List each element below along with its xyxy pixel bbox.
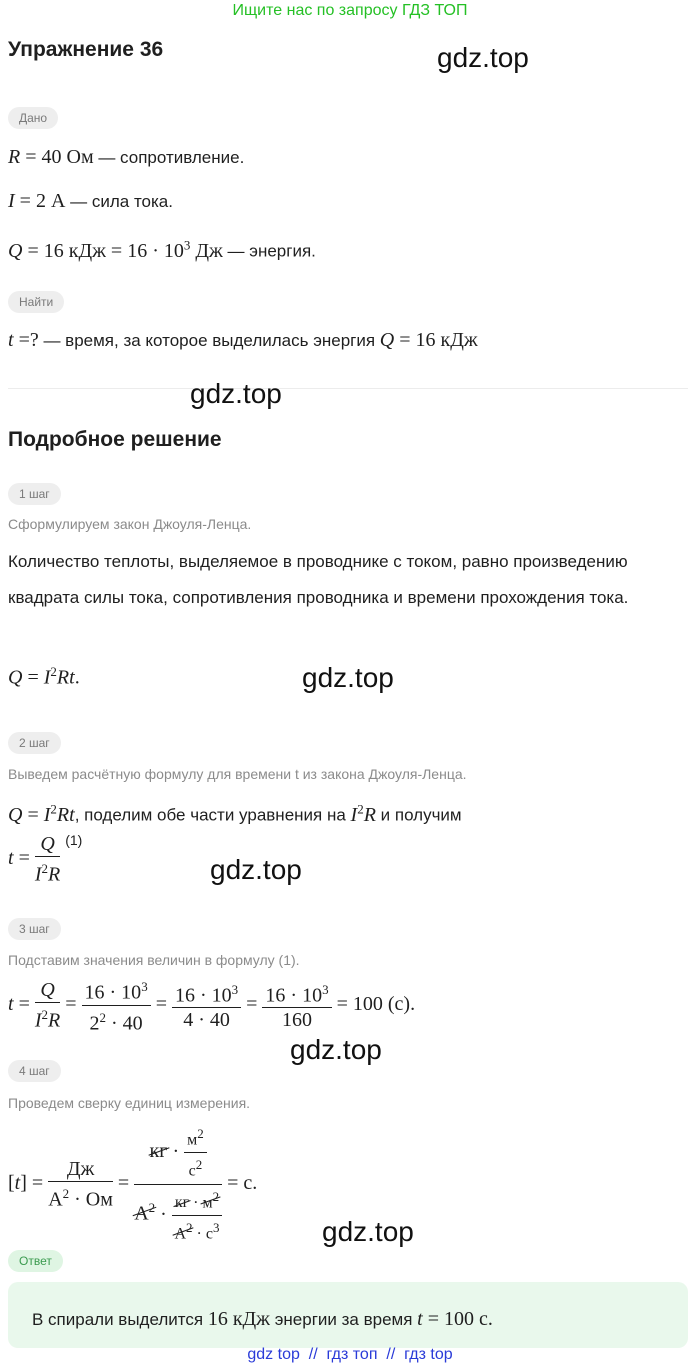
step-3-hint: Подставим значения величин в формулу (1). (8, 952, 300, 968)
find-formula: t =? (8, 329, 39, 351)
step-1-badge: 1 шаг (8, 483, 61, 505)
given-current (8, 189, 173, 214)
answer-text-mid: энергии за время (270, 1310, 418, 1329)
answer-badge: Ответ (8, 1250, 63, 1272)
step-3-badge: 3 шаг (8, 918, 61, 940)
section-divider (8, 388, 688, 389)
step-4-badge: 4 шаг (8, 1060, 61, 1082)
step-4-hint: Проведем сверку единиц измерения. (8, 1095, 251, 1111)
answer-time: t = 100 с. (417, 1308, 493, 1330)
watermark: gdz.top (210, 854, 302, 885)
answer-energy: 16 кДж (207, 1308, 270, 1330)
find-badge: Найти (8, 291, 64, 313)
watermark: gdz.top (437, 42, 529, 73)
resistance-desc: — сопротивление. (93, 148, 245, 167)
step-4-result: = с. (227, 1171, 258, 1194)
find-energy-formula: Q = 16 кДж (379, 329, 478, 351)
step-1-hint: Сформулируем закон Джоуля-Ленца. (8, 516, 252, 532)
step-1-text: Количество теплоты, выделяемое в проводнике с током, равно произведению квадрата силы тока, сопротивления проводника и времени прохождения тока. (8, 552, 629, 607)
watermark: gdz.top (190, 378, 282, 409)
given-resistance (8, 145, 244, 170)
step-2-badge: 2 шаг (8, 732, 61, 754)
watermark: gdz.top (290, 1034, 382, 1065)
answer-text-start: В спирали выделится (32, 1310, 208, 1329)
step-1-formula: $Q = I^2Rt$. (8, 664, 80, 689)
bottom-links[interactable]: gdz top // гдз топ // гдз top (247, 1346, 453, 1363)
watermark: gdz.top (322, 1216, 414, 1247)
step-2-formula: $Q = I^2Rt$ (8, 801, 75, 826)
given-badge: Дано (8, 107, 58, 129)
step-3-result: = 100 (с). (336, 992, 416, 1015)
search-hint-banner[interactable]: Ищите нас по запросу ГДЗ ТОП (232, 2, 468, 19)
resistance-formula: R = 40 Ом (8, 146, 94, 168)
step-2-divisor: $I^2R$ (350, 801, 376, 826)
energy-desc: — энергия. (222, 241, 316, 261)
step-2-time-formula: t = $\frac{Q}{I^2R}$ $^{(1)}$ (8, 832, 83, 886)
current-desc: — сила тока. (65, 192, 173, 211)
find-desc: — время, за которое выделилась энергия (38, 331, 380, 350)
answer-text (32, 1307, 493, 1332)
find-line (8, 328, 478, 353)
energy-formula: Q = 16 кДж = $16 \cdot 10^3$ Дж (8, 237, 223, 262)
step-2-text (8, 797, 462, 828)
step-2-text-mid: , поделим обе части уравнения на (74, 805, 351, 825)
page-title: Упражнение 36 (8, 38, 164, 61)
equation-number: (1) (65, 832, 83, 848)
step-2-hint: Выведем расчётную формулу для времени t из закона Джоуля-Ленца. (8, 766, 467, 782)
current-formula: I = 2 А (8, 190, 66, 212)
step-3-calculation: t = $\frac{Q}{I^2R}$ = $\frac{16 \cdot 10^3}{2^2 \cdot 40}$ = $\frac{16 \cdot 10^3}{4 \cdot 40}$ = $\frac{16 \cdot 10^3}{160}$ = 100 (с). (8, 975, 415, 1035)
given-energy (8, 233, 316, 264)
watermark: gdz.top (302, 662, 394, 693)
step-4-units-check: [t] = $\frac{Дж}{А^2 \cdot Ом}$ = кг · $\frac{м^2}{с^2}$ $А^2$ · $\frac{кг \cdot м^2}{А^2 \cdot с^3}$ = с. (8, 1122, 257, 1246)
solution-title: Подробное решение (8, 428, 222, 451)
step-2-text-end: и получим (375, 805, 462, 825)
